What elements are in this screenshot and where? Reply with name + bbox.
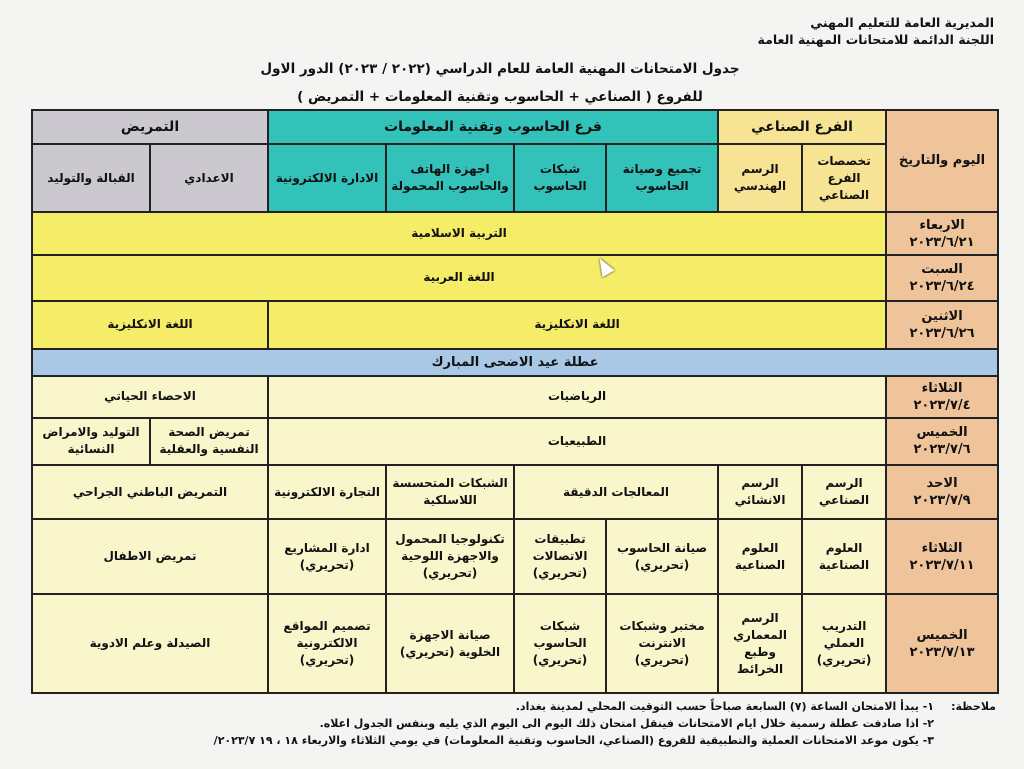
subheader-computer-networks: شبكات الحاسوب [514, 144, 606, 212]
exam-cell: اللغة العربية [32, 255, 886, 300]
subheader-e-administration: الادارة الالكترونية [268, 144, 386, 212]
exam-cell: المعالجات الدقيقة [514, 465, 718, 519]
exam-cell: شبكات الحاسوب (تحريري) [514, 594, 606, 693]
exam-cell: ادارة المشاريع (تحريري) [268, 519, 386, 594]
exam-schedule-table [31, 109, 999, 694]
it-branch-header: فرع الحاسوب وتقنية المعلومات [268, 110, 718, 144]
row-day-cell [886, 255, 998, 300]
notes-section [16, 698, 996, 749]
exam-cell-nursing: تمريض الصحة النفسية والعقلية [150, 418, 268, 465]
subheader-mobile-devices: اجهزة الهاتف والحاسوب المحمولة [386, 144, 514, 212]
exam-cell: التجارة الالكترونية [268, 465, 386, 519]
day-date: ٢٠٢٣/٧/١٣ [909, 644, 975, 660]
nursing-branch-header: التمريض [32, 110, 268, 144]
exam-cell: الرسم الصناعي [802, 465, 886, 519]
table-row [32, 212, 998, 255]
row-day-cell [886, 594, 998, 693]
table-row [32, 594, 998, 693]
row-day-cell [886, 376, 998, 417]
subheader-computer-assembly: تجميع وصيانة الحاسوب [606, 144, 718, 212]
exam-cell-nursing: التمريض الباطني الجراحي [32, 465, 268, 519]
holiday-row [32, 349, 998, 376]
day-name: الخميس [916, 425, 968, 441]
subheader-nursing-preparatory: الاعدادي [150, 144, 268, 212]
table-row [32, 376, 998, 417]
table-row [32, 301, 998, 349]
committee-name: اللجنة الدائمة للامتحانات المهنية العامة [757, 32, 994, 47]
row-day-cell [886, 301, 998, 349]
exam-cell: صيانة الاجهزة الخلوية (تحريري) [386, 594, 514, 693]
row-day-cell [886, 212, 998, 255]
exam-cell: التدريب العملي (تحريري) [802, 594, 886, 693]
document-title: جدول الامتحانات المهنية العامة للعام الدراسي (٢٠٢٢ / ٢٠٢٣) الدور الاول [260, 61, 740, 77]
day-date-header: اليوم والتاريخ [886, 110, 998, 212]
exam-cell: تصميم المواقع الالكترونية (تحريري) [268, 594, 386, 693]
day-name: الثلاثاء [921, 540, 963, 556]
organization-header [758, 14, 994, 48]
table-row [32, 465, 998, 519]
day-name: الاحد [926, 476, 958, 492]
row-day-cell [886, 519, 998, 594]
exam-cell: اللغة الانكليزية [268, 301, 886, 349]
day-name: الاثنين [921, 308, 963, 324]
subheader-industrial-specs: تخصصات الفرع الصناعي [802, 144, 886, 212]
row-day-cell [886, 465, 998, 519]
holiday-cell: عطلة عيد الاضحى المبارك [32, 349, 998, 376]
notes-label: ملاحظة: [951, 700, 996, 713]
row-day-cell [886, 418, 998, 465]
exam-cell: الرياضيات [268, 376, 886, 417]
org-name: المديرية العامة للتعليم المهني [810, 15, 994, 30]
exam-cell-nursing: التوليد والامراض النسائية [32, 418, 150, 465]
exam-cell: تطبيقات الاتصالات (تحريري) [514, 519, 606, 594]
day-name: الاربعاء [919, 217, 965, 233]
table-row [32, 519, 998, 594]
industrial-branch-header: الفرع الصناعي [718, 110, 886, 144]
exam-cell: مختبر وشبكات الانترنت (تحريري) [606, 594, 718, 693]
exam-cell: العلوم الصناعية [718, 519, 802, 594]
exam-cell-nursing: الاحصاء الحياتي [32, 376, 268, 417]
note-item: ٣- يكون موعد الامتحانات العملية والتطبيقية للفروع (الصناعي، الحاسوب وتقنية المعلومات) في يومي الثلاثاء والاربعاء ١٨ ، ١٩ ٢٠٢٣/٧/ [213, 734, 934, 747]
exam-cell: التربية الاسلامية [32, 212, 886, 255]
day-date: ٢٠٢٣/٦/٢٤ [909, 278, 975, 294]
day-name: الخميس [916, 627, 968, 643]
table-row [32, 255, 998, 300]
exam-cell: العلوم الصناعية [802, 519, 886, 594]
exam-cell-nursing: تمريض الاطفال [32, 519, 268, 594]
day-date: ٢٠٢٣/٧/١١ [909, 557, 975, 573]
exam-cell: الرسم الانشائي [718, 465, 802, 519]
subheader-engineering-drawing: الرسم الهندسي [718, 144, 802, 212]
document-subtitle: للفروع ( الصناعي + الحاسوب وتقنية المعلومات + التمريض ) [297, 89, 703, 105]
exam-cell-nursing: الصيدلة وعلم الادوية [32, 594, 268, 693]
exam-cell-nursing: اللغة الانكليزية [32, 301, 268, 349]
day-name: السبت [921, 261, 963, 277]
note-item: ١- يبدأ الامتحان الساعة (٧) السابعة صباحاً حسب التوقيت المحلي لمدينة بغداد. [515, 700, 934, 713]
day-date: ٢٠٢٣/٦/٢٦ [909, 325, 975, 341]
day-date: ٢٠٢٣/٦/٢١ [909, 234, 975, 250]
day-date: ٢٠٢٣/٧/٩ [913, 493, 971, 509]
exam-cell: الرسم المعماري وطبع الخرائط [718, 594, 802, 693]
exam-cell: تكنولوجيا المحمول والاجهزة اللوحية (تحريري) [386, 519, 514, 594]
exam-cell: الطبيعيات [268, 418, 886, 465]
day-date: ٢٠٢٣/٧/٦ [913, 442, 971, 458]
exam-cell: صيانة الحاسوب (تحريري) [606, 519, 718, 594]
table-row [32, 418, 998, 465]
day-name: الثلاثاء [921, 380, 963, 396]
day-date: ٢٠٢٣/٧/٤ [913, 397, 971, 413]
note-item: ٢- اذا صادفت عطلة رسمية خلال ايام الامتحانات فينقل امتحان ذلك اليوم الى اليوم الذي يليه وبنفس الجدول اعلاه. [319, 717, 934, 730]
subheader-midwifery: القبالة والتوليد [32, 144, 150, 212]
exam-cell: الشبكات المتحسسة اللاسلكية [386, 465, 514, 519]
